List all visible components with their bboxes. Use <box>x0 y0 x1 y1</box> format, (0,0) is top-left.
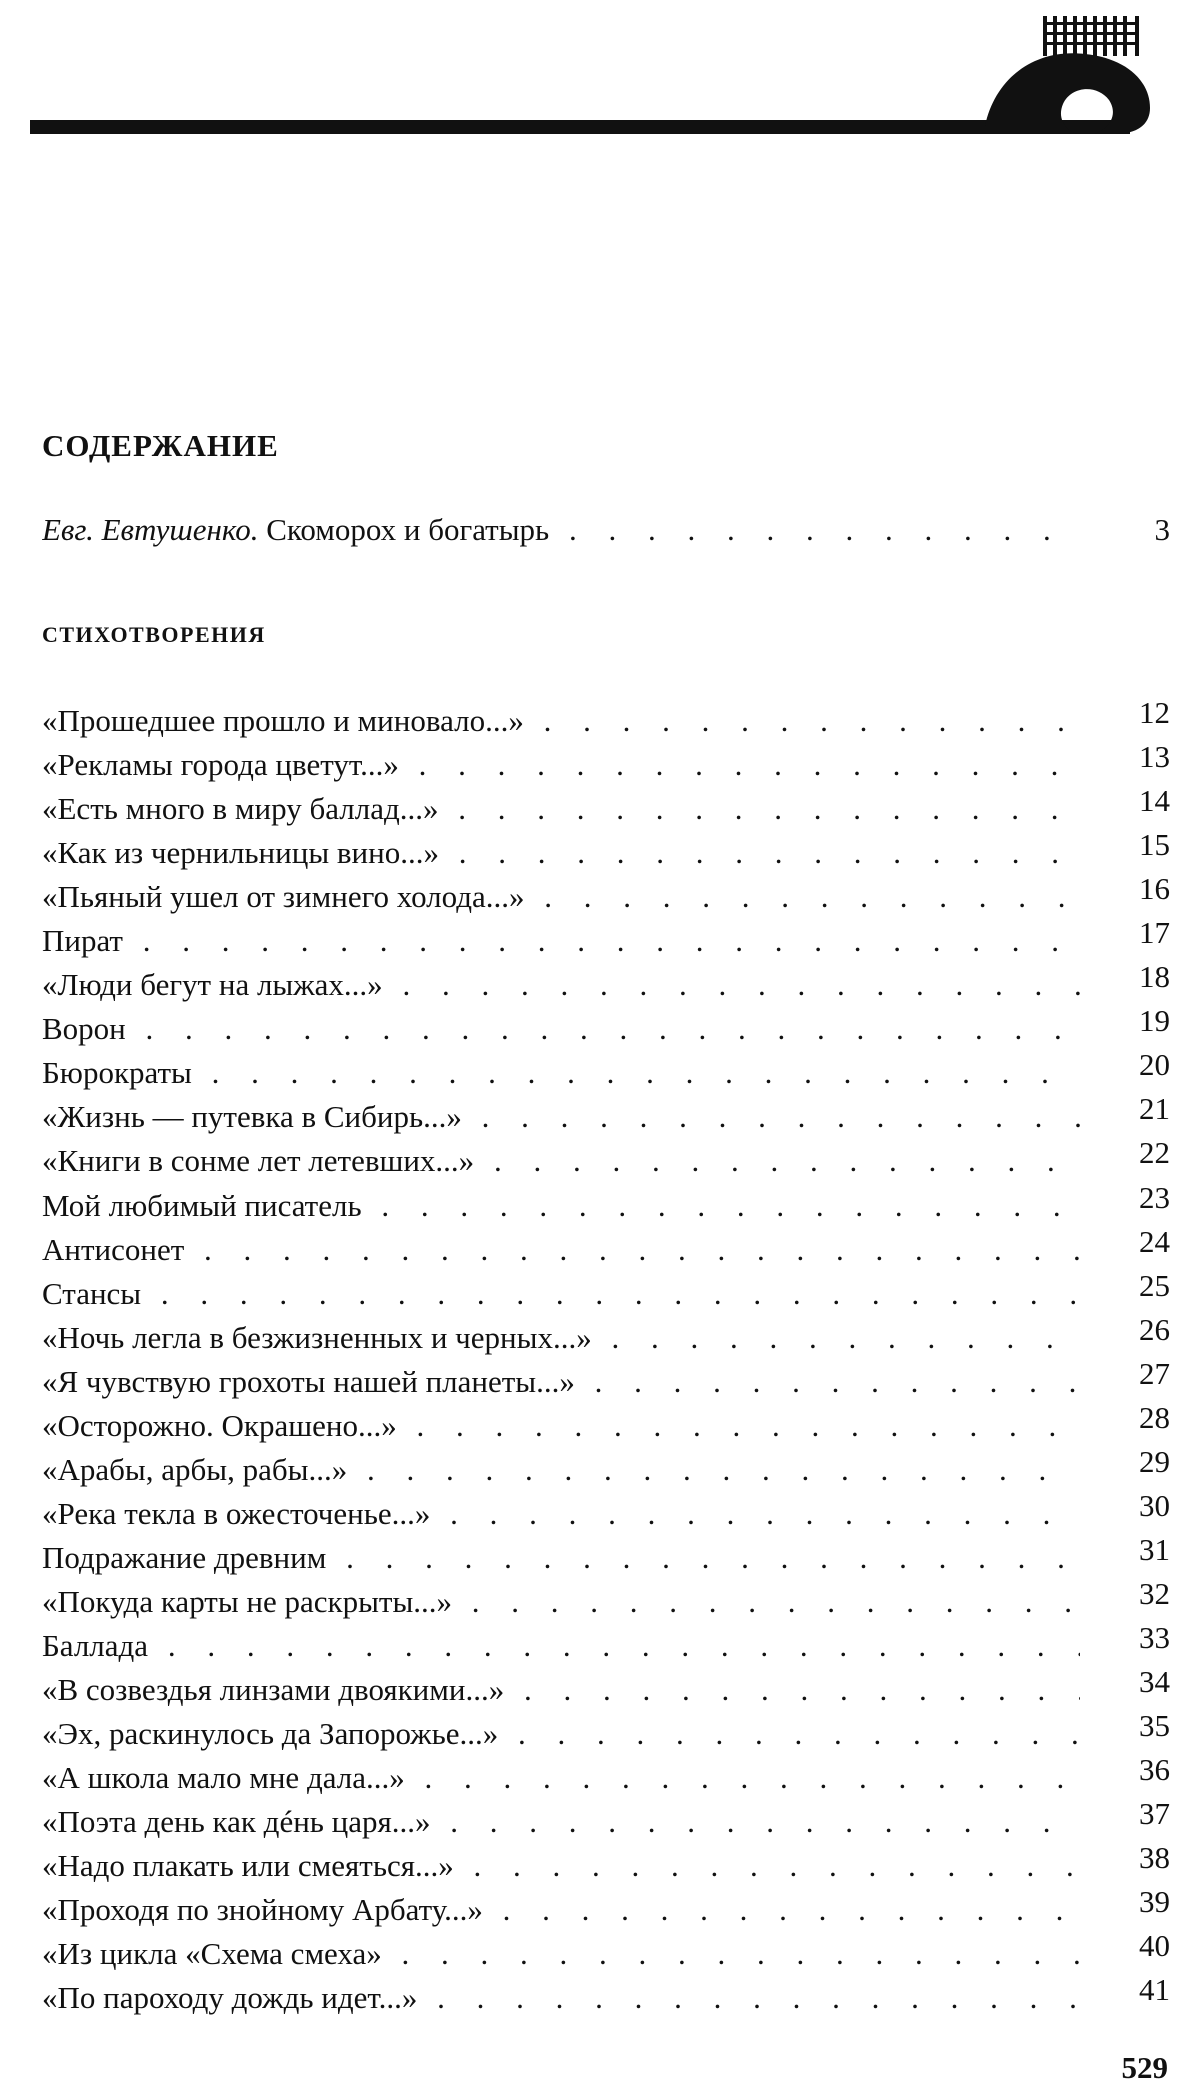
toc-entry-page: 32 <box>1139 1575 1170 1611</box>
toc-entry <box>42 959 1170 1003</box>
toc-entry <box>42 827 1170 871</box>
toc-entry-title: Пират . . . <box>42 923 1080 959</box>
toc-entry <box>42 1135 1170 1179</box>
header-rule <box>30 120 1130 134</box>
toc-entry-title: Баллада . . . <box>42 1628 1080 1664</box>
toc-entry-title: «Я чувствую грохоты нашей планеты...» . . . <box>42 1364 1080 1400</box>
toc-entry-title: «Осторожно. Окрашено...» . . . <box>42 1408 1080 1444</box>
toc-entry-page: 27 <box>1139 1355 1170 1391</box>
toc-entry-page: 23 <box>1139 1179 1170 1215</box>
toc-entry-title: «Из цикла «Схема смеха» . . . <box>42 1936 1080 1972</box>
toc-list <box>42 695 1170 2016</box>
toc-entry <box>42 1400 1170 1444</box>
section-heading: СТИХОТВОРЕНИЯ <box>42 622 266 647</box>
toc-entry-title: «Есть много в миру баллад...» . . . <box>42 791 1080 827</box>
toc-entry <box>42 1796 1170 1840</box>
toc-entry-page: 28 <box>1139 1399 1170 1435</box>
toc-entry-title: Ворон . . . <box>42 1011 1080 1047</box>
toc-entry-page: 26 <box>1139 1311 1170 1347</box>
toc-entry-page: 38 <box>1139 1840 1170 1876</box>
toc-entry-page: 31 <box>1139 1531 1170 1567</box>
toc-entry <box>42 1268 1170 1312</box>
toc-entry <box>42 871 1170 915</box>
toc-entry-title: «Река текла в ожесточенье...» . . . <box>42 1496 1080 1532</box>
toc-entry <box>42 1884 1170 1928</box>
toc-entry-title: «А школа мало мне дала...» . . . <box>42 1760 1080 1796</box>
toc-entry-title: Стансы . . . <box>42 1276 1080 1312</box>
intro-title: Скоморох и богатырь <box>266 512 550 547</box>
toc-entry <box>42 695 1170 739</box>
wave-scroll-ornament-icon <box>985 8 1155 138</box>
toc-entry <box>42 1091 1170 1135</box>
toc-entry-title: «Как из чернильницы вино...» . . . <box>42 835 1080 871</box>
toc-entry-page: 15 <box>1139 827 1170 863</box>
toc-entry-title: Мой любимый писатель . . . <box>42 1188 1080 1224</box>
toc-entry-page: 18 <box>1139 959 1170 995</box>
toc-entry-page: 35 <box>1139 1708 1170 1744</box>
intro-author: Евг. Евтушенко. <box>42 512 259 547</box>
toc-entry-page: 14 <box>1139 783 1170 819</box>
toc-entry-title: «Люди бегут на лыжах...» . . . <box>42 967 1080 1003</box>
toc-entry-page: 36 <box>1139 1752 1170 1788</box>
toc-entry-page: 25 <box>1139 1267 1170 1303</box>
toc-entry-title: «Покуда карты не раскрыты...» . . . <box>42 1584 1080 1620</box>
toc-entry <box>42 1312 1170 1356</box>
toc-entry-title: Подражание древним . . . <box>42 1540 1080 1576</box>
page-folio: 529 <box>1121 2050 1168 2085</box>
toc-entry <box>42 1532 1170 1576</box>
toc-entry-page: 19 <box>1139 1003 1170 1039</box>
toc-entry-title: «В созвездья линзами двоякими...» . . . <box>42 1672 1080 1708</box>
toc-entry-page: 24 <box>1139 1223 1170 1259</box>
toc-entry-page: 13 <box>1139 739 1170 775</box>
toc-entry-page: 41 <box>1139 1972 1170 2008</box>
toc-entry-page: 21 <box>1139 1091 1170 1127</box>
toc-entry-page: 16 <box>1139 871 1170 907</box>
toc-intro-entry <box>42 512 1170 562</box>
toc-entry-title: «Книги в сонме лет летевших...» . . . <box>42 1143 1080 1179</box>
toc-entry <box>42 1576 1170 1620</box>
toc-entry <box>42 1708 1170 1752</box>
toc-entry <box>42 1664 1170 1708</box>
toc-entry-title: Антисонет . . . <box>42 1232 1080 1268</box>
toc-entry-page: 30 <box>1139 1487 1170 1523</box>
toc-entry-title: «Рекламы города цветут...» . . . <box>42 747 1080 783</box>
toc-entry <box>42 1928 1170 1972</box>
toc-entry <box>42 1356 1170 1400</box>
page-title: СОДЕРЖАНИЕ <box>42 428 279 463</box>
toc-entry-page: 20 <box>1139 1047 1170 1083</box>
toc-entry <box>42 739 1170 783</box>
toc-entry-page: 29 <box>1139 1443 1170 1479</box>
toc-entry <box>42 1180 1170 1224</box>
toc-entry-title: «Прошедшее прошло и миновало...» . . . <box>42 703 1080 739</box>
toc-entry <box>42 1488 1170 1532</box>
toc-entry-page: 34 <box>1139 1664 1170 1700</box>
toc-entry-title: «Пьяный ушел от зимнего холода...» . . . <box>42 879 1080 915</box>
toc-entry <box>42 1840 1170 1884</box>
toc-entry-page: 22 <box>1139 1135 1170 1171</box>
toc-entry-page: 17 <box>1139 915 1170 951</box>
toc-entry <box>42 1752 1170 1796</box>
toc-entry <box>42 915 1170 959</box>
toc-entry-title: Бюрократы . . . <box>42 1055 1080 1091</box>
toc-entry <box>42 1003 1170 1047</box>
toc-entry-page: 37 <box>1139 1796 1170 1832</box>
toc-entry <box>42 1444 1170 1488</box>
toc-entry <box>42 783 1170 827</box>
toc-entry-title: «По пароходу дождь идет...» . . . <box>42 1980 1080 2016</box>
toc-entry-page: 40 <box>1139 1928 1170 1964</box>
toc-entry <box>42 1224 1170 1268</box>
toc-entry-page: 12 <box>1139 695 1170 730</box>
toc-entry-title: «Ночь легла в безжизненных и черных...» . . . <box>42 1320 1080 1356</box>
toc-entry-title: «Надо плакать или смеяться...» . . . <box>42 1848 1080 1884</box>
toc-entry-title: «Эх, раскинулось да Запорожье...» . . . <box>42 1716 1080 1752</box>
toc-entry <box>42 1047 1170 1091</box>
toc-entry-title: «Жизнь — путевка в Сибирь...» . . . <box>42 1099 1080 1135</box>
toc-entry-page: 39 <box>1139 1884 1170 1920</box>
toc-entry <box>42 1620 1170 1664</box>
toc-entry-title: «Проходя по знойному Арбату...» . . . <box>42 1892 1080 1928</box>
toc-entry-title: «Арабы, арбы, рабы...» . . . <box>42 1452 1080 1488</box>
intro-entry-line <box>42 512 1080 548</box>
toc-entry <box>42 1972 1170 2016</box>
toc-entry-page: 33 <box>1139 1619 1170 1655</box>
toc-entry-title: «Поэта день как дéнь царя...» . . . <box>42 1804 1080 1840</box>
intro-page-number: 3 <box>1154 512 1170 547</box>
